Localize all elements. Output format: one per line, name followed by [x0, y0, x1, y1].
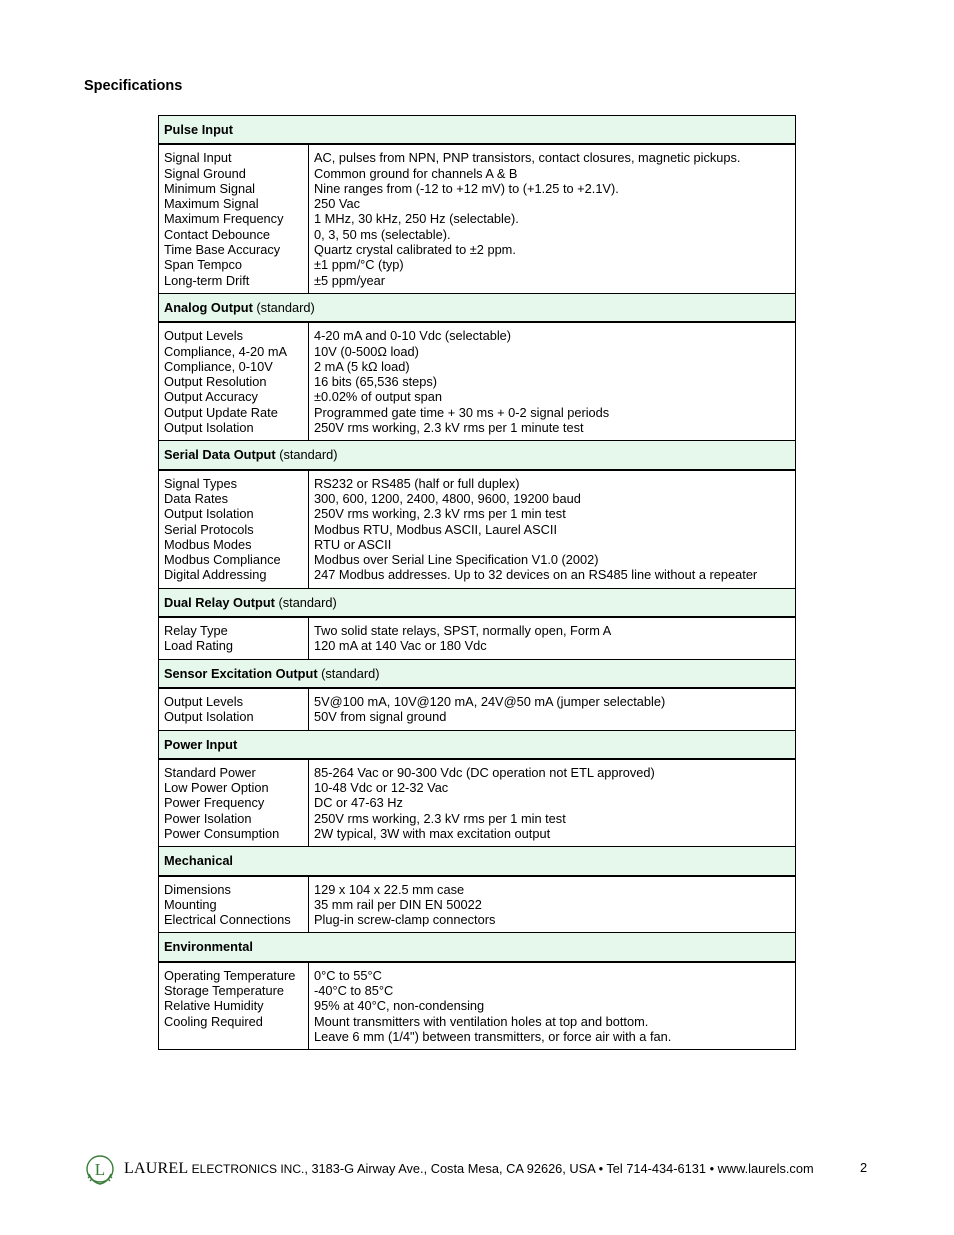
spec-value: 10-48 Vdc or 12-32 Vac	[314, 780, 449, 796]
spec-label: Standard Power	[164, 764, 256, 780]
section-body	[159, 962, 796, 1050]
spec-label: Minimum Signal	[164, 180, 256, 196]
section-header-cell	[159, 847, 796, 876]
section-body	[159, 144, 796, 293]
spec-labels-cell	[159, 617, 309, 659]
spec-label: Compliance, 0-10V	[164, 358, 273, 374]
spec-label: Output Update Rate	[164, 404, 278, 420]
spec-labels-cell	[159, 962, 309, 1050]
spec-label: Output Isolation	[164, 506, 254, 522]
spec-value: 1 MHz, 30 kHz, 250 Hz (selectable).	[314, 211, 519, 227]
spec-value: 0°C to 55°C	[314, 967, 382, 983]
spec-value: RS232 or RS485 (half or full duplex)	[314, 475, 520, 491]
section-header-cell	[159, 116, 796, 145]
spec-label: Output Levels	[164, 328, 243, 344]
spec-label: Maximum Frequency	[164, 211, 284, 227]
spec-value: 2 mA (5 kΩ load)	[314, 358, 410, 374]
spec-value: 50V from signal ground	[314, 709, 447, 725]
spec-label: Low Power Option	[164, 780, 269, 796]
section-suffix: (standard)	[274, 594, 337, 610]
spec-values-cell	[309, 759, 796, 847]
spec-value: Modbus RTU, Modbus ASCII, Laurel ASCII	[314, 521, 558, 537]
spec-label: Cooling Required	[164, 1013, 263, 1029]
spec-value: 10V (0-500Ω load)	[314, 343, 419, 359]
section-header-cell	[159, 293, 796, 322]
spec-labels-cell	[159, 322, 309, 441]
spec-values-cell	[309, 876, 796, 933]
section-title: Sensor Excitation Output	[164, 665, 318, 681]
spec-label: Output Accuracy	[164, 389, 258, 405]
spec-label: Power Frequency	[164, 795, 265, 811]
spec-label: Electrical Connections	[164, 912, 291, 928]
spec-labels-cell	[159, 144, 309, 293]
section-header	[159, 116, 796, 145]
spec-value: 250 Vac	[314, 196, 361, 212]
spec-label: Data Rates	[164, 490, 229, 506]
section-header-cell	[159, 441, 796, 470]
spec-label: Time Base Accuracy	[164, 242, 281, 258]
section-suffix: (standard)	[317, 665, 380, 681]
spec-value: Mount transmitters with ventilation holes at top and bottom.	[314, 1013, 649, 1029]
section-header	[159, 588, 796, 617]
spec-label: Storage Temperature	[164, 983, 284, 999]
spec-value: 5V@100 mA, 10V@120 mA, 24V@50 mA (jumper selectable)	[314, 693, 666, 709]
spec-label: Modbus Modes	[164, 536, 252, 552]
spec-value: Quartz crystal calibrated to ±2 ppm.	[314, 242, 516, 258]
spec-label: Mounting	[164, 896, 217, 912]
spec-value: 95% at 40°C, non-condensing	[314, 998, 485, 1014]
page-heading: Specifications	[84, 78, 183, 94]
brand-name: LAUREL	[124, 1160, 189, 1177]
spec-labels-cell	[159, 688, 309, 730]
spec-value: Programmed gate time + 30 ms + 0-2 signal periods	[314, 404, 610, 420]
spec-values-cell	[309, 322, 796, 441]
spec-value: 120 mA at 140 Vac or 180 Vdc	[314, 638, 487, 654]
spec-labels-cell	[159, 876, 309, 933]
spec-label: Power Isolation	[164, 810, 252, 826]
bullet-separator: •	[706, 1161, 718, 1176]
logo-letter: L	[94, 1160, 106, 1179]
section-header-cell	[159, 588, 796, 617]
section-title: Mechanical	[164, 853, 233, 869]
spec-label: Serial Protocols	[164, 521, 254, 537]
spec-value: -40°C to 85°C	[314, 983, 394, 999]
section-suffix: (standard)	[275, 447, 338, 463]
spec-value: Leave 6 mm (1/4") between transmitters, or force air with a fan.	[314, 1028, 672, 1044]
section-header-cell	[159, 659, 796, 688]
section-title: Power Input	[164, 736, 238, 752]
spec-value: 247 Modbus addresses. Up to 32 devices on an RS485 line without a repeater	[314, 567, 758, 583]
spec-value: 35 mm rail per DIN EN 50022	[314, 896, 482, 912]
spec-label: Power Consumption	[164, 825, 280, 841]
spec-value: 2W typical, 3W with max excitation output	[314, 825, 551, 841]
spec-value: Common ground for channels A & B	[314, 165, 518, 181]
section-header	[159, 847, 796, 876]
spec-label: Signal Ground	[164, 165, 246, 181]
laurel-logo-icon	[84, 1154, 116, 1186]
spec-value: 4-20 mA and 0-10 Vdc (selectable)	[314, 328, 512, 344]
section-body	[159, 617, 796, 659]
spec-value: 85-264 Vac or 90-300 Vdc (DC operation not ETL approved)	[314, 764, 655, 780]
spec-value: 129 x 104 x 22.5 mm case	[314, 881, 465, 897]
spec-value: DC or 47-63 Hz	[314, 795, 403, 811]
spec-label: Long-term Drift	[164, 272, 250, 288]
spec-label: Output Resolution	[164, 374, 267, 390]
footer-company-line	[124, 1160, 814, 1178]
section-suffix: (standard)	[252, 299, 315, 315]
footer-telephone: Tel 714-434-6131	[606, 1161, 707, 1176]
footer-address: , 3183-G Airway Ave., Costa Mesa, CA 92626, USA	[304, 1161, 596, 1176]
section-body	[159, 759, 796, 847]
spec-label: Signal Input	[164, 150, 232, 166]
spec-label: Load Rating	[164, 638, 234, 654]
spec-value: 250V rms working, 2.3 kV rms per 1 minute test	[314, 420, 584, 436]
spec-value: 300, 600, 1200, 2400, 4800, 9600, 19200 baud	[314, 490, 581, 506]
specifications-table	[158, 115, 796, 1050]
section-header	[159, 441, 796, 470]
page-number: 2	[860, 1160, 868, 1175]
section-body	[159, 470, 796, 589]
spec-labels-cell	[159, 470, 309, 589]
section-title: Environmental	[164, 939, 253, 955]
spec-label: Output Levels	[164, 693, 243, 709]
spec-values-cell	[309, 144, 796, 293]
section-body	[159, 688, 796, 730]
spec-value: 16 bits (65,536 steps)	[314, 374, 438, 390]
section-header-cell	[159, 933, 796, 962]
spec-label: Operating Temperature	[164, 967, 296, 983]
section-header	[159, 659, 796, 688]
section-title: Analog Output	[164, 299, 253, 315]
section-title: Pulse Input	[164, 122, 233, 137]
spec-label: Relative Humidity	[164, 998, 264, 1014]
section-title: Serial Data Output	[164, 447, 276, 463]
spec-value: ±0.02% of output span	[314, 389, 442, 405]
spec-value: 250V rms working, 2.3 kV rms per 1 min test	[314, 810, 566, 826]
spec-value: RTU or ASCII	[314, 536, 392, 552]
spec-label: Contact Debounce	[164, 226, 270, 242]
spec-label: Output Isolation	[164, 420, 254, 436]
spec-value: ±5 ppm/year	[314, 272, 386, 288]
spec-values-cell	[309, 617, 796, 659]
spec-value: AC, pulses from NPN, PNP transistors, contact closures, magnetic pickups.	[314, 150, 741, 166]
spec-labels-cell	[159, 759, 309, 847]
spec-label: Digital Addressing	[164, 567, 267, 583]
section-header	[159, 293, 796, 322]
spec-values-cell	[309, 688, 796, 730]
spec-label: Span Tempco	[164, 257, 243, 273]
spec-label: Relay Type	[164, 623, 228, 639]
spec-value: Modbus over Serial Line Specification V1.0 (2002)	[314, 552, 599, 568]
section-body	[159, 322, 796, 441]
spec-label: Dimensions	[164, 881, 231, 897]
spec-values-cell	[309, 470, 796, 589]
spec-value: Plug-in screw-clamp connectors	[314, 912, 496, 928]
spec-value: ±1 ppm/°C (typ)	[314, 257, 404, 273]
section-header-cell	[159, 730, 796, 759]
spec-values-cell	[309, 962, 796, 1050]
spec-label: Output Isolation	[164, 709, 254, 725]
spec-value: 0, 3, 50 ms (selectable).	[314, 226, 451, 242]
footer	[84, 1154, 874, 1188]
spec-label: Signal Types	[164, 475, 238, 491]
spec-label: Modbus Compliance	[164, 552, 281, 568]
section-body	[159, 876, 796, 933]
brand-rest: ELECTRONICS INC.	[188, 1162, 305, 1176]
spec-value: Two solid state relays, SPST, normally open, Form A	[314, 623, 612, 639]
section-header	[159, 933, 796, 962]
footer-website-link[interactable]: www.laurels.com	[717, 1161, 814, 1176]
bullet-separator: •	[595, 1161, 607, 1176]
spec-label: Compliance, 4-20 mA	[164, 343, 288, 359]
spec-label: Maximum Signal	[164, 196, 259, 212]
spec-value: 250V rms working, 2.3 kV rms per 1 min test	[314, 506, 566, 522]
section-title: Dual Relay Output	[164, 594, 275, 610]
spec-value: Nine ranges from (-12 to +12 mV) to (+1.25 to +2.1V).	[314, 180, 619, 196]
spec-label	[164, 1029, 303, 1044]
section-header	[159, 730, 796, 759]
